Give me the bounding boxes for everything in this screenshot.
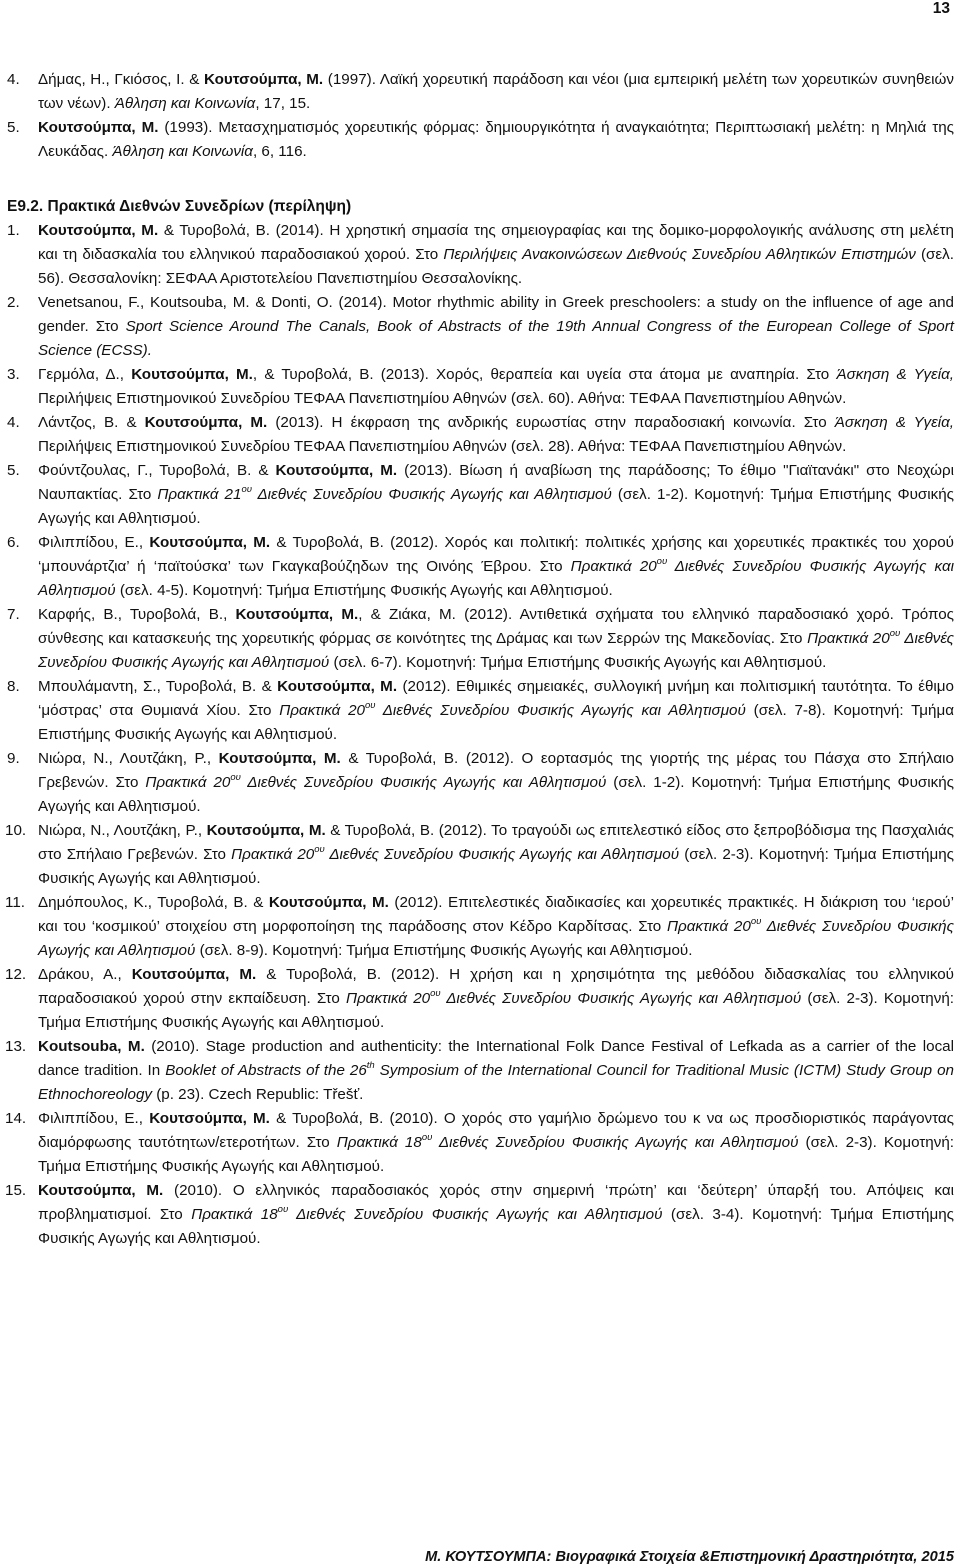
reference-text: (2012). Εθιμικές σημειακές, συλλογική μνήμη και πολιτισμική ταυτότητα. Το έθιμο ‘μόστρας’ στα Θυμιανά Χίου. Στο <box>38 678 954 719</box>
publication-title: Sport Science Around The Canals, Book of Abstracts of the 19th Annual Congress of the European College of Sport Science (ECSS). <box>38 318 954 359</box>
page-number: 13 <box>932 0 950 17</box>
author-name: Koutsouba, M. <box>38 1038 145 1055</box>
publication-title: Διεθνές Συνεδρίου Φυσικής Αγωγής και Αθλητισμού <box>240 774 607 791</box>
author-name: Κουτσούμπα, Μ. <box>38 222 159 239</box>
reference-text: (2010). Ο ελληνικός παραδοσιακός χορός στην σημερινή ‘πρώτη’ και ‘δεύτερη’ ύπαρξή του. Απόψεις και προβληματισμοί. Στο <box>38 1182 954 1223</box>
reference-text: (1997). Λαϊκή χορευτική παράδοση και νέοι (μια εμπειρική μελέτη των χορευτικών συνηθειών των νέων). <box>38 71 954 112</box>
publication-title: Symposium of the International Council for Traditional Music (ICTM) Study Group on Ethnochoreology <box>38 1062 954 1103</box>
reference-text: Δήμας, Η., Γκιόσος, Ι. & <box>38 71 204 88</box>
reference-text: Λάντζος, Β. & <box>38 414 145 431</box>
reference-text: Γερμόλα, Δ., <box>38 366 132 383</box>
reference-number: 4. <box>7 414 20 431</box>
page-footer: Μ. ΚΟΥΤΣΟΥΜΠΑ: Βιογραφικά Στοιχεία &Επιστημονική Δραστηριότητα, 2015 <box>425 1549 954 1565</box>
reference-text: ου <box>750 915 762 927</box>
reference-entry <box>0 219 960 291</box>
reference-text: Περιλήψεις Επιστημονικού Συνεδρίου ΤΕΦΑΑ Πανεπιστημίου Αθηνών (σελ. 60). Αθήνα: ΤΕΦΑΑ Πανεπιστημίου Αθηνών. <box>38 390 847 407</box>
author-name: Κουτσούμπα, Μ. <box>149 1110 270 1127</box>
author-name: Κουτσούμπα, Μ. <box>277 678 398 695</box>
reference-text: Φούντζουλας, Γ., Τυροβολά, Β. & <box>38 462 276 479</box>
reference-number: 1. <box>7 222 20 239</box>
reference-text: & Τυροβολά, Β. (2012). Χορός και πολιτική: πολιτικές χρήσης και χορευτικές πρακτικές του χορού ‘μπουνάρτζια’ ή ‘παϊτούσκα’ των Γκαγκαβούζηδων της Οινόης Έβρου. Στο <box>38 534 954 575</box>
reference-text: ου <box>314 843 325 855</box>
reference-text: (2013). Η έκφραση της ανδρικής ευρωστίας στην παραδοσιακή κοινωνία. Στο <box>267 414 835 431</box>
author-name: Κουτσούμπα, Μ. <box>149 534 271 551</box>
reference-number: 14. <box>5 1110 27 1127</box>
reference-text: Venetsanou, F., Koutsouba, M. & Donti, O. (2014). Motor rhythmic ability in Greek preschoolers: a study on the influence of age and gender. Στο <box>38 294 954 335</box>
reference-text: (σελ. 1-2). Κομοτηνή: Τμήμα Επιστήμης Φυσικής Αγωγής και Αθλητισμού. <box>38 486 955 527</box>
publication-title: Διεθνές Συνεδρίου Φυσικής Αγωγής και Αθλητισμού <box>440 990 802 1007</box>
author-name: Κουτσούμπα, Μ. <box>144 414 268 431</box>
reference-text: ου <box>430 987 441 999</box>
reference-text: , & Ζιάκα, Μ. (2012). Αντιθετικά σχήματα του ελληνικό παραδοσιακό χορό. Τρόπος σύνθεσης και κατασκευής της χορευτικής φόρμας σε κοινότητες της Δράμας και των Σερρών της Μακεδονίας. Στο <box>38 606 954 647</box>
reference-text: (σελ. 3-4). Κομοτηνή: Τμήμα Επιστήμης Φυσικής Αγωγής και Αθλητισμού. <box>38 1206 954 1247</box>
reference-text: Δράκου, Α., <box>38 966 132 983</box>
reference-entry <box>0 531 960 603</box>
reference-number: 9. <box>7 750 20 767</box>
reference-text: , 17, 15. <box>255 95 311 112</box>
reference-text: (2012). Επιτελεστικές διαδικασίες και χορευτικές πρακτικές. Η διάκριση του ‘ιερού’ και του ‘κοσμικού’ στοιχείου στη μορφοποίηση της παράδοσης στον Κέδρο Καρδίτσας. Στο <box>38 894 954 935</box>
publication-title: Πρακτικά 20 <box>667 918 751 935</box>
reference-text: ου <box>889 627 901 639</box>
publication-title: Διεθνές Συνεδρίου Φυσικής Αγωγής και Αθλητισμού <box>251 486 612 503</box>
author-name: Κουτσούμπα, Μ. <box>38 119 159 136</box>
reference-text: (σελ. 2-3). Κομοτηνή: Τμήμα Επιστήμης Φυσικής Αγωγής και Αθλητισμού. <box>38 846 954 887</box>
reference-text: & Τυροβολά, Β. (2014). Η χρηστική σημασία της σημειογραφίας και της δομικο-μορφολογικής ανάλυσης στη μελέτη και τη διδασκαλία του ελληνικού παραδοσιακού χορού. Στο <box>38 222 954 263</box>
reference-entry <box>0 1035 960 1107</box>
publication-title: Άσκηση & Υγεία, <box>834 414 955 431</box>
publication-title: Διεθνές Συνεδρίου Φυσικής Αγωγής και Αθλητισμού <box>375 702 746 719</box>
reference-text: , 6, 116. <box>252 143 307 160</box>
reference-number: 4. <box>7 71 20 88</box>
publication-title: Διεθνές Συνεδρίου Φυσικής Αγωγής και Αθλητισμού <box>38 918 954 959</box>
reference-text: Περιλήψεις Επιστημονικού Συνεδρίου ΤΕΦΑΑ Πανεπιστημίου Αθηνών (σελ. 28). Αθήνα: ΤΕΦΑΑ Πανεπιστημίου Αθηνών. <box>38 438 847 455</box>
reference-text: Νιώρα, Ν., Λουτζάκη, Ρ., <box>38 822 207 839</box>
author-name: Κουτσούμπα, Μ. <box>206 822 326 839</box>
reference-text: (σελ. 2-3). Κομοτηνή: Τμήμα Επιστήμης Φυσικής Αγωγής και Αθλητισμού. <box>38 1134 955 1175</box>
publication-title: Πρακτικά 20 <box>345 990 431 1007</box>
reference-text: & Τυροβολά, Β. (2010). Ο χορός στο γαμήλιο δρώμενο του κ να ως προσδιοριστικός παράγοντας διαμόρφωσης ταυτότητων/ετεροτήτων. Στο <box>38 1110 954 1151</box>
reference-text: ου <box>364 699 376 711</box>
reference-text: (σελ. 4-5). Κομοτηνή: Τμήμα Επιστήμης Φυσικής Αγωγής και Αθλητισμού. <box>115 582 613 599</box>
publication-title: Πρακτικά 20 <box>145 774 231 791</box>
reference-number: 13. <box>5 1038 27 1055</box>
reference-entry <box>0 747 960 819</box>
author-name: Κουτσούμπα, Μ. <box>131 366 253 383</box>
reference-number: 15. <box>5 1182 27 1199</box>
reference-entry <box>0 1179 960 1251</box>
reference-text: & Τυροβολά, Β. (2012). Ο εορτασμός της γιορτής της μέρας του Πάσχα στο Σπήλαιο Γρεβενών. Στο <box>38 750 955 791</box>
author-name: Κουτσούμπα, Μ. <box>203 71 324 88</box>
author-name: Κουτσούμπα, Μ. <box>275 462 398 479</box>
reference-number: 5. <box>7 462 20 479</box>
publication-title: Διεθνές Συνεδρίου Φυσικής Αγωγής και Αθλητισμού <box>38 558 954 599</box>
reference-number: 7. <box>7 606 20 623</box>
reference-entry <box>0 891 960 963</box>
publication-title: Άθληση και Κοινωνία <box>112 143 253 160</box>
publication-title: Πρακτικά 20 <box>231 846 315 863</box>
author-name: Κουτσούμπα, Μ. <box>38 1182 164 1199</box>
reference-text: (σελ. 1-2). Κομοτηνή: Τμήμα Επιστήμης Φυσικής Αγωγής και Αθλητισμού. <box>38 774 954 815</box>
section-heading: Ε9.2. Πρακτικά Διεθνών Συνεδρίων (περίληψη) <box>7 198 352 215</box>
reference-text: th <box>366 1059 375 1071</box>
reference-entry <box>0 68 960 116</box>
author-name: Κουτσούμπα, Μ. <box>235 606 359 623</box>
publication-title: Άσκηση & Υγεία, <box>836 366 954 383</box>
reference-entry <box>0 1107 960 1179</box>
publication-title: Πρακτικά 20 <box>570 558 657 575</box>
reference-entry <box>0 459 960 531</box>
publication-list-journals <box>0 68 960 164</box>
publication-list-proceedings <box>0 219 960 1251</box>
reference-text: Φιλιππίδου, Ε., <box>38 1110 150 1127</box>
reference-text: ου <box>277 1203 289 1215</box>
reference-text: ου <box>421 1131 433 1143</box>
reference-number: 5. <box>7 119 20 136</box>
author-name: Κουτσούμπα, Μ. <box>131 966 257 983</box>
reference-text: (σελ. 2-3). Κομοτηνή: Τμήμα Επιστήμης Φυσικής Αγωγής και Αθλητισμού. <box>38 990 954 1031</box>
publication-title: Περιλήψεις Ανακοινώσεων Διεθνούς Συνεδρίου Αθλητικών Επιστημών <box>443 246 916 263</box>
reference-entry <box>0 363 960 411</box>
reference-text: Δημόπουλος, Κ., Τυροβολά, Β. & <box>38 894 269 911</box>
reference-text: (p. 23). Czech Republic: Třešť. <box>152 1086 364 1103</box>
reference-number: 3. <box>7 366 20 383</box>
reference-entry <box>0 291 960 363</box>
reference-entry <box>0 603 960 675</box>
reference-entry <box>0 963 960 1035</box>
reference-text: ου <box>230 771 241 783</box>
publication-title: Πρακτικά 18 <box>191 1206 278 1223</box>
reference-text: (σελ. 6-7). Κομοτηνή: Τμήμα Επιστήμης Φυσικής Αγωγής και Αθλητισμού. <box>329 654 827 671</box>
publication-title: Διεθνές Συνεδρίου Φυσικής Αγωγής και Αθλητισμού <box>432 1134 799 1151</box>
publication-title: Πρακτικά 21 <box>157 486 242 503</box>
reference-number: 10. <box>5 822 27 839</box>
reference-text: (2013). Βίωση ή αναβίωση της παράδοσης; Το έθιμο "Γιαϊτανάκι" στο Νεοχώρι Ναυπακτίας. Στο <box>38 462 954 503</box>
reference-text: ου <box>241 483 252 495</box>
author-name: Κουτσούμπα, Μ. <box>218 750 341 767</box>
reference-text: , & Τυροβολά, Β. (2013). Χορός, θεραπεία και υγεία στα άτομα με αναπηρία. Στο <box>252 366 837 383</box>
reference-number: 11. <box>5 894 25 911</box>
reference-number: 12. <box>5 966 27 983</box>
publication-title: Διεθνές Συνεδρίου Φυσικής Αγωγής και Αθλητισμού <box>38 630 954 671</box>
reference-text: (2010). Stage production and authenticity: the International Folk Dance Festival of Lefkada as a carrier of the local dance tradition. In <box>38 1038 954 1079</box>
reference-entry <box>0 411 960 459</box>
reference-text: (σελ. 8-9). Κομοτηνή: Τμήμα Επιστήμης Φυσικής Αγωγής και Αθλητισμού. <box>195 942 693 959</box>
reference-entry <box>0 675 960 747</box>
reference-number: 8. <box>7 678 20 695</box>
reference-text: (1993). Μετασχηματισμός χορευτικής φόρμας: δημιουργικότητα ή αναγκαιότητα; Περιπτωσιακή μελέτη: η Μηλιά της Λευκάδας. <box>38 119 954 160</box>
author-name: Κουτσούμπα, Μ. <box>268 894 389 911</box>
publication-title: Άθληση και Κοινωνία <box>114 95 256 112</box>
reference-text: & Τυροβολά, Β. (2012). Η χρήση και η χρησιμότητα της μεθόδου διδασκαλίας του ελληνικού παραδοσιακού χορού στην εκπαίδευση. Στο <box>38 966 954 1007</box>
publication-title: Διεθνές Συνεδρίου Φυσικής Αγωγής και Αθλητισμού <box>324 846 680 863</box>
publication-title: Πρακτικά 20 <box>279 702 365 719</box>
reference-text: Μπουλάμαντη, Σ., Τυροβολά, Β. & <box>38 678 278 695</box>
reference-entry <box>0 819 960 891</box>
reference-text: Νιώρα, Ν., Λουτζάκη, Ρ., <box>38 750 219 767</box>
reference-text: (σελ. 7-8). Κομοτηνή: Τμήμα Επιστήμης Φυσικής Αγωγής και Αθλητισμού. <box>38 702 954 743</box>
reference-text: & Τυροβολά, Β. (2012). Το τραγούδι ως επιτελεστικό είδος στο ξεπροβόδισμα της Πασχαλιάς στο Σπήλαιο Γρεβενών. Στο <box>38 822 954 863</box>
reference-entry <box>0 116 960 164</box>
reference-number: 2. <box>7 294 20 311</box>
publication-title: Πρακτικά 20 <box>807 630 890 647</box>
publication-title: Πρακτικά 18 <box>336 1134 422 1151</box>
reference-text: ου <box>656 555 668 567</box>
publication-title: Διεθνές Συνεδρίου Φυσικής Αγωγής και Αθλητισμού <box>288 1206 663 1223</box>
reference-text: (σελ. 56). Θεσσαλονίκη: ΣΕΦΑΑ Αριστοτελείου Πανεπιστημίου Θεσσαλονίκης. <box>38 246 954 287</box>
publication-title: Booklet of Abstracts of the 26 <box>165 1062 367 1079</box>
reference-text: Καρφής, Β., Τυροβολά, Β., <box>38 606 236 623</box>
reference-text: Φιλιππίδου, Ε., <box>38 534 150 551</box>
reference-number: 6. <box>7 534 20 551</box>
